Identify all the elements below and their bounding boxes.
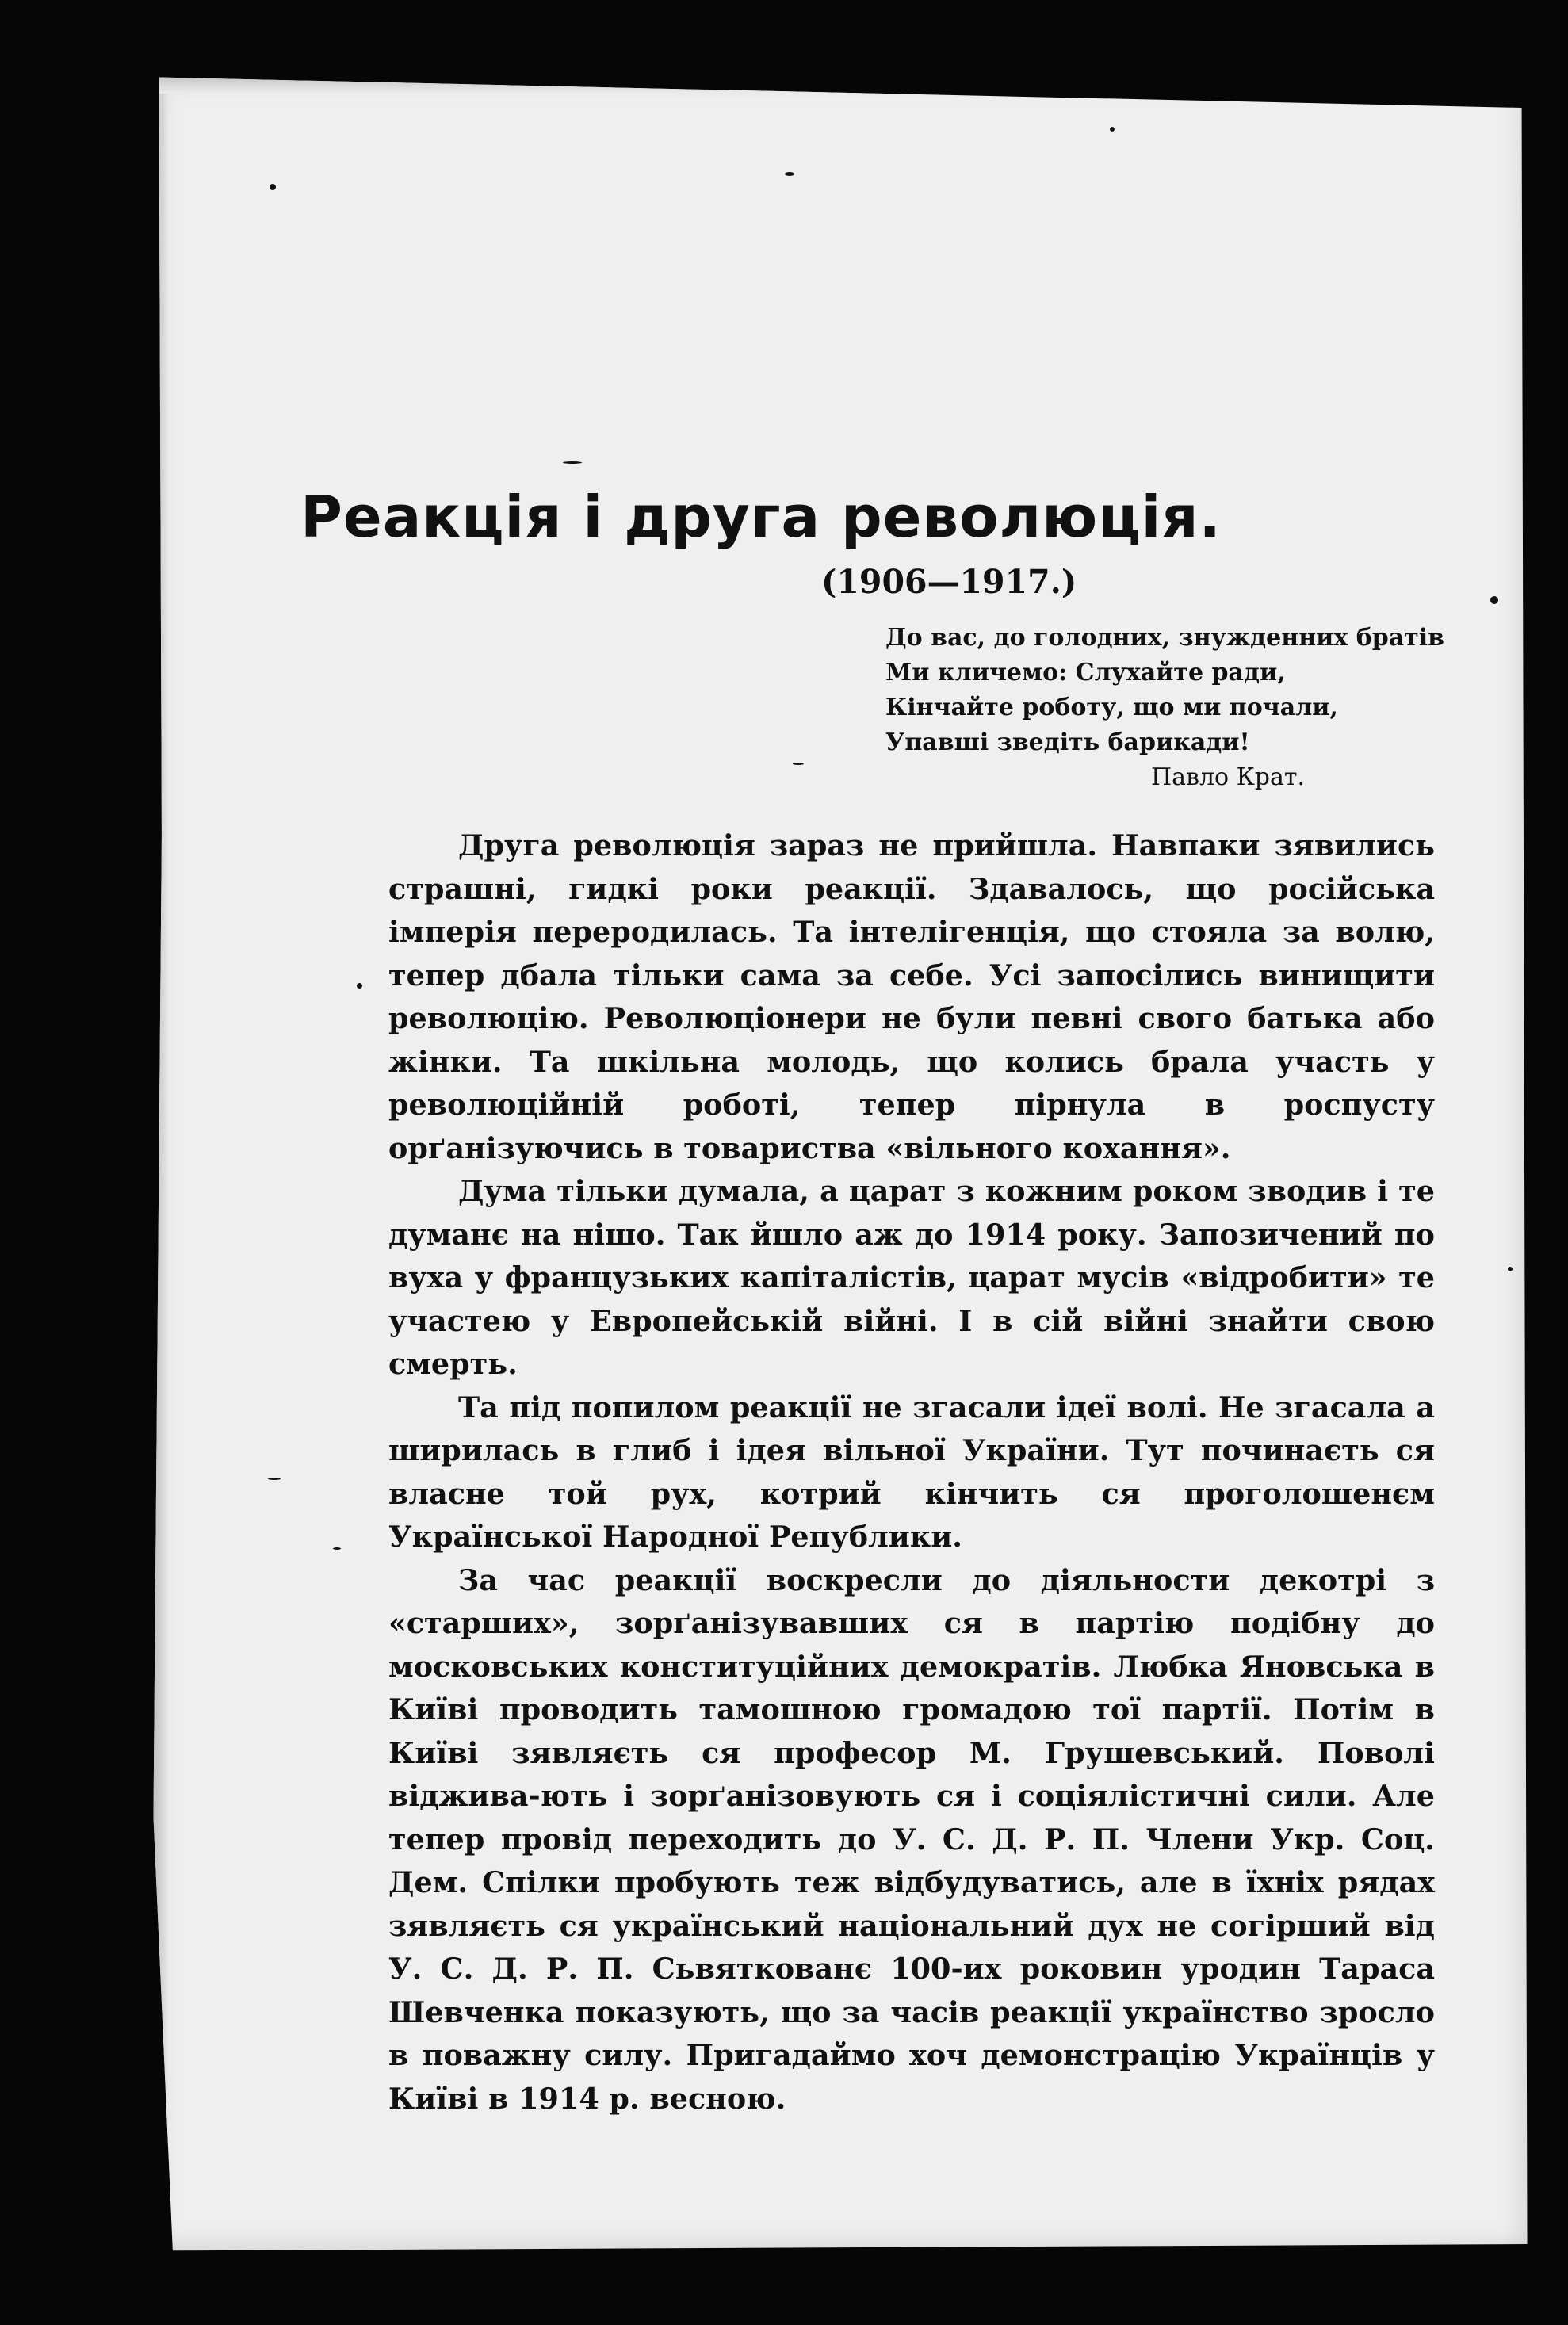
scan-speck: [1110, 127, 1115, 132]
scan-speck: [268, 1478, 281, 1480]
scan-speck: [1508, 1267, 1513, 1271]
document-title: Реакція і друга революція.: [300, 484, 1222, 550]
epigraph-line: Кінчайте роботу, що ми почали,: [885, 694, 1338, 721]
paragraph: Та під попилом реакції не згасали ідеї волі. Не згасала а ширилась в глиб і ідея вільної України. Тут починаєть ся власне той рух, котрий кінчить ся проголошенєм Української Народної Републики.: [388, 1390, 1435, 1554]
scan-speck: [270, 184, 276, 190]
epigraph-line: До вас, до голодних, знужденних братів: [885, 624, 1444, 652]
scan-speck: [357, 983, 362, 989]
paragraph: За час реакції воскресли до діяльности декотрі з «старших», зорґанізувавших ся в партію подібну до московських конституційних демократів. Любка Яновська в Київі проводить тамошною громадою тої партії. Потім в Київі зявляєть ся професор М. Грушевський. Поволі віджива-ють і зорґанізовують ся і соціялістичні сили. Але тепер провід переходить до У. С. Д. Р. П. Члени Укр. Соц. Дем. Спілки пробують теж відбудуватись, але в їхніх рядах зявляєть ся український національний дух не согірший від У. С. Д. Р. П. Сьвяткованє 100-их роковин уродин Тараса Шевченка показують, що за часів реакції українство зросло в поважну силу. Пригадаймо хоч демонстрацію Українців у Київі в 1914 р. весною.: [388, 1562, 1435, 2116]
epigraph: [885, 621, 1444, 795]
epigraph-line: Упавші зведіть барикади!: [885, 728, 1250, 756]
scan-speck: [1490, 596, 1498, 604]
epigraph-line: Ми кличемо: Слухайте ради,: [885, 659, 1286, 686]
scan-speck: [785, 172, 794, 176]
scan-speck: [563, 461, 582, 464]
paragraph: Друга революція зараз не прийшла. Навпаки зявились страшні, гидкі роки реакції. Здавалось, що російська імперія переродилась. Та інтелігенція, що стояла за волю, тепер дбала тільки сама за себе. Усі запосілись винищити революцію. Революціонери не були певні свого батька або жінки. Та шкільна молодь, що колись брала участь у революційній роботі, тепер пірнула в роспусту орґанізуючись в товариства «вільного кохання».: [388, 828, 1435, 1165]
body-text: [388, 824, 1435, 2120]
scan-speck: [793, 763, 804, 765]
paragraph: Дума тільки думала, а царат з кожним роком зводив і те думанє на нішо. Так йшло аж до 1914 року. Запозичений по вуха у французьких капіталістів, царат мусів «відробити» те участею у Европейській війні. І в сій війні знайти свою смерть.: [388, 1174, 1435, 1381]
document-subtitle: (1906—1917.): [821, 563, 1077, 601]
epigraph-author: Павло Крат.: [1151, 763, 1306, 791]
scan-speck: [333, 1547, 341, 1550]
